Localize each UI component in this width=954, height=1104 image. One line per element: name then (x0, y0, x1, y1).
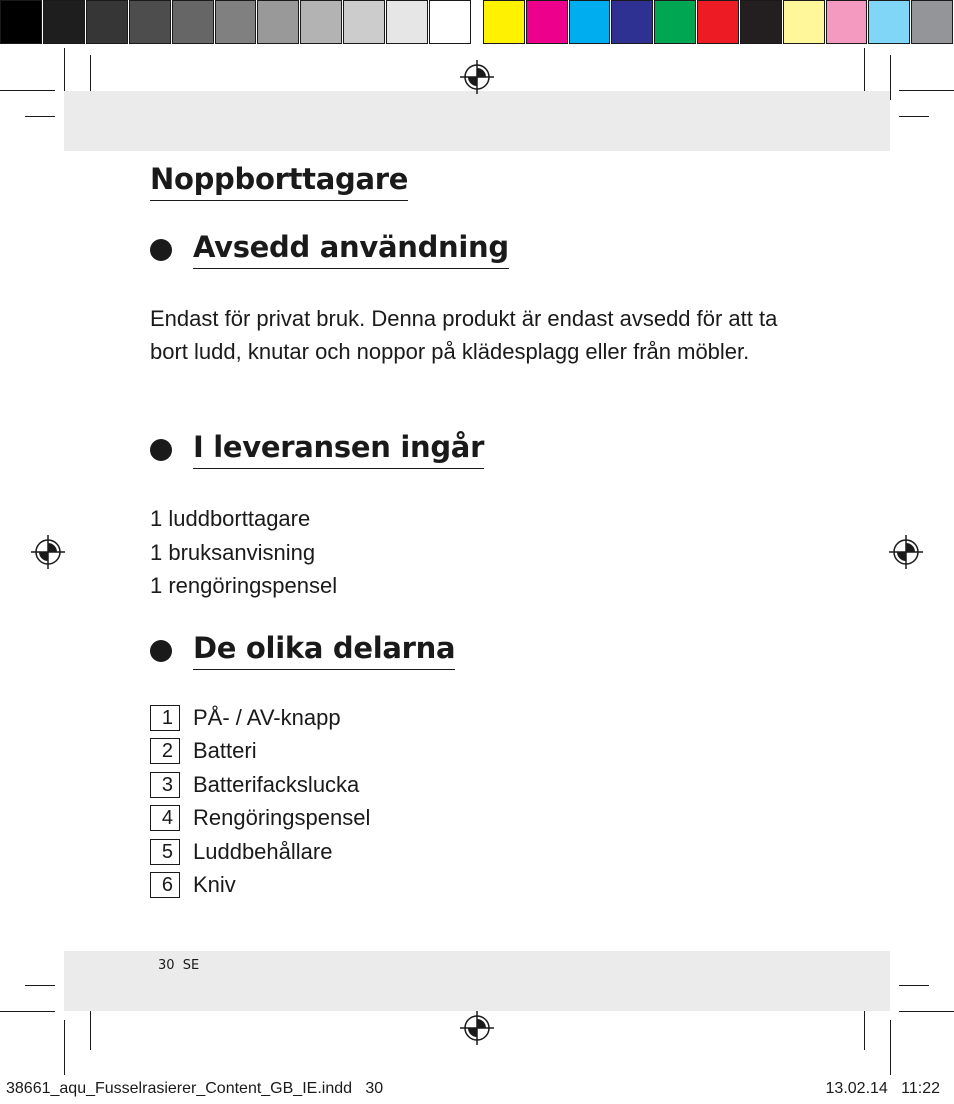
crop-mark (25, 116, 55, 117)
crop-mark (899, 1011, 954, 1012)
crop-mark (899, 116, 929, 117)
part-label: Rengöringspensel (193, 805, 371, 831)
crop-mark (90, 1005, 91, 1050)
bullet-icon (150, 640, 172, 662)
part-number: 2 (150, 738, 180, 764)
slug-datetime: 13.02.14 11:22 (825, 1080, 940, 1097)
color-swatch (43, 0, 85, 44)
section-heading-intended-use (150, 230, 509, 269)
crop-mark (899, 985, 929, 986)
part-number: 1 (150, 705, 180, 731)
registration-mark-icon (460, 1011, 494, 1045)
color-swatch (611, 0, 653, 44)
color-swatch (826, 0, 868, 44)
part-number: 4 (150, 805, 180, 831)
part-number: 6 (150, 872, 180, 898)
registration-mark-icon (460, 60, 494, 94)
process-color-bar (483, 0, 954, 46)
section-title: I leveransen ingår (193, 430, 484, 469)
color-swatch (343, 0, 385, 44)
bullet-icon (150, 239, 172, 261)
intended-use-text: Endast för privat bruk. Denna produkt är endast avsedd för att ta bort ludd, knutar och noppor på klädesplagg eller från möbler. (150, 306, 778, 364)
section-heading-parts (150, 631, 455, 670)
part-label: Batterifackslucka (193, 771, 360, 797)
crop-mark (864, 1005, 865, 1050)
part-number: 3 (150, 772, 180, 798)
color-swatch (429, 0, 471, 44)
color-swatch (172, 0, 214, 44)
color-swatch (911, 0, 953, 44)
color-swatch (526, 0, 568, 44)
slug-filename: 38661_aqu_Fusselrasierer_Content_GB_IE.indd 30 (6, 1080, 384, 1097)
color-swatch (215, 0, 257, 44)
crop-mark (0, 90, 55, 91)
crop-mark (890, 55, 891, 100)
color-swatch (569, 0, 611, 44)
crop-mark (0, 1011, 55, 1012)
list-item: 1 luddborttagare (150, 506, 311, 531)
part-label: Kniv (193, 872, 236, 898)
list-item (150, 768, 370, 802)
header-band (64, 91, 890, 151)
part-label: PÅ- / AV-knapp (193, 704, 341, 730)
list-item (150, 735, 370, 769)
color-swatch (386, 0, 428, 44)
color-swatch (868, 0, 910, 44)
parts-list (150, 701, 370, 902)
list-item (150, 701, 370, 735)
color-swatch (86, 0, 128, 44)
color-swatch (0, 0, 42, 44)
package-contents-list (150, 502, 337, 603)
list-item (150, 869, 370, 903)
color-swatch (654, 0, 696, 44)
color-swatch (697, 0, 739, 44)
crop-mark (25, 985, 55, 986)
page-folio: 30 SE (158, 958, 200, 973)
section-heading-package-contents (150, 430, 484, 469)
bullet-icon (150, 439, 172, 461)
list-item: 1 bruksanvisning (150, 539, 316, 565)
color-swatch (740, 0, 782, 44)
part-label: Batteri (193, 738, 257, 764)
registration-mark-icon (31, 535, 65, 569)
page-title: Noppborttagare (150, 162, 408, 201)
color-swatch (783, 0, 825, 44)
color-swatch (257, 0, 299, 44)
color-swatch (483, 0, 525, 44)
section-title: De olika delarna (193, 631, 455, 670)
crop-mark (64, 1020, 65, 1075)
grayscale-color-bar (0, 0, 472, 46)
list-item: 1 rengöringspensel (150, 573, 338, 598)
list-item (150, 802, 370, 836)
crop-mark (890, 1020, 891, 1075)
list-item (150, 835, 370, 869)
part-number: 5 (150, 839, 180, 865)
part-label: Luddbehållare (193, 838, 333, 864)
crop-mark (899, 90, 954, 91)
section-title: Avsedd användning (193, 230, 509, 269)
registration-mark-icon (889, 535, 923, 569)
color-swatch (300, 0, 342, 44)
color-swatch (129, 0, 171, 44)
